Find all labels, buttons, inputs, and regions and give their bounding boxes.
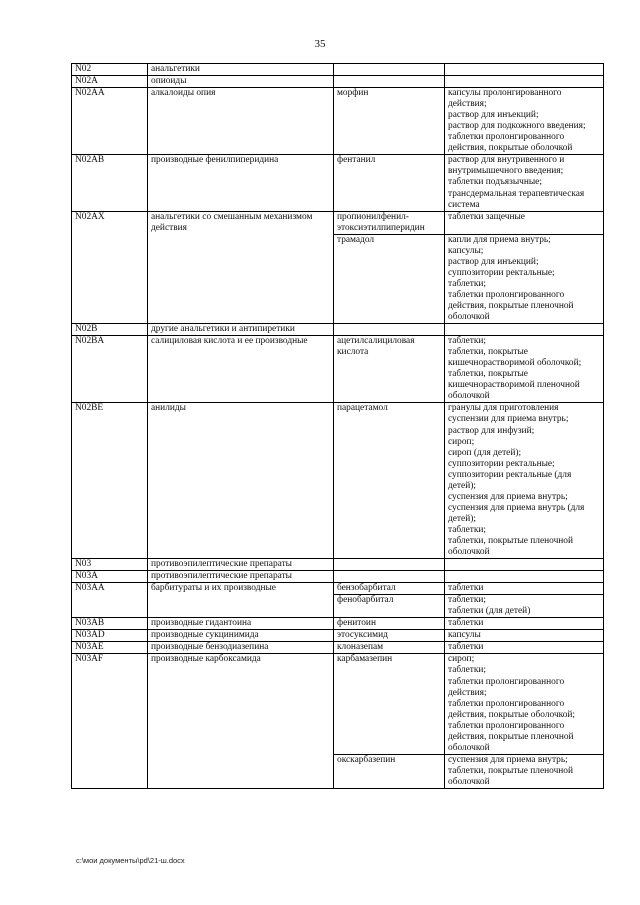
dosage-form-item: раствор для подкожного введения; <box>448 121 586 132</box>
drug-name-cell: ацетилсалициловая кислота <box>334 336 445 403</box>
dosage-forms-cell <box>445 559 604 571</box>
dosage-form-item: таблетки подъязычные; <box>448 177 542 188</box>
dosage-forms-cell <box>445 630 604 642</box>
dosage-form-item: гранулы для приготовления суспензии для приема внутрь; <box>448 403 569 425</box>
table-row <box>72 76 604 88</box>
drug-name-cell <box>334 571 445 583</box>
dosage-forms-cell <box>445 754 604 788</box>
dosage-form-item: капсулы; <box>448 245 484 256</box>
table-row <box>72 324 604 336</box>
dosage-forms-cell <box>445 88 604 155</box>
drug-name-cell: карбамазепин <box>334 654 445 754</box>
dosage-form-item: таблетки (для детей) <box>448 606 531 617</box>
dosage-forms-cell <box>445 583 604 595</box>
table-row <box>72 618 604 630</box>
dosage-form-item: таблетки, покрытые пленочной оболочкой <box>448 535 574 558</box>
group-name-cell: производные карбоксамида <box>148 654 334 789</box>
dosage-form-item: таблетки; <box>448 336 487 347</box>
drug-name-cell <box>334 76 445 88</box>
dosage-form-item: таблетки пролонгированного действия, покрытые оболочкой; <box>448 698 576 720</box>
dosage-form-item: таблетки; <box>448 595 487 606</box>
drug-name-cell: бензобарбитал <box>334 583 445 595</box>
atc-code-cell: N03 <box>72 559 148 571</box>
dosage-form-item: таблетки; <box>448 524 487 535</box>
group-name-cell: барбитураты и их производные <box>148 583 334 618</box>
table-row <box>72 559 604 571</box>
table-row <box>72 88 604 155</box>
dosage-form-item: суппозитории ректальные; <box>448 458 555 469</box>
dosage-form-item: суппозитории ректальные; <box>448 267 555 278</box>
dosage-form-item: капсулы пролонгированного действия; <box>448 88 562 110</box>
table-row <box>72 630 604 642</box>
atc-code-cell: N02AA <box>72 88 148 155</box>
group-name-cell: анальгетики со смешанным механизмом действия <box>148 211 334 323</box>
dosage-form-item: трансдермальная терапевтическая система <box>448 188 585 210</box>
dosage-form-item: капли для приема внутрь; <box>448 234 551 245</box>
dosage-form-item: таблетки <box>448 583 484 594</box>
dosage-forms-cell <box>445 642 604 654</box>
dosage-form-item: сироп; <box>448 654 475 665</box>
dosage-form-item: таблетки, покрытые пленочной оболочкой <box>448 765 574 787</box>
dosage-forms-cell <box>445 618 604 630</box>
dosage-form-item: таблетки; <box>448 278 487 289</box>
dosage-form-item: таблетки защечные <box>448 211 525 222</box>
table-row <box>72 571 604 583</box>
table-row <box>72 583 604 595</box>
table-row <box>72 336 604 403</box>
dosage-forms-cell <box>445 155 604 211</box>
group-name-cell: производные сукцинимида <box>148 630 334 642</box>
atc-code-cell: N02BE <box>72 403 148 559</box>
drug-classification-table <box>71 63 604 789</box>
table-row <box>72 155 604 211</box>
group-name-cell: производные фенилпиперидина <box>148 155 334 211</box>
page-number: 35 <box>314 38 326 50</box>
group-name-cell: другие анальгетики и антипиретики <box>148 324 334 336</box>
dosage-forms-cell <box>445 595 604 618</box>
dosage-forms-cell <box>445 324 604 336</box>
drug-name-cell: парацетамол <box>334 403 445 559</box>
dosage-form-item: раствор для инъекций; <box>448 256 539 267</box>
table-row <box>72 211 604 234</box>
drug-name-cell <box>334 559 445 571</box>
table-row <box>72 64 604 76</box>
atc-code-cell: N02AB <box>72 155 148 211</box>
dosage-form-item: суспензия для приема внутрь; <box>448 491 568 502</box>
atc-code-cell: N03AB <box>72 618 148 630</box>
dosage-forms-cell <box>445 403 604 559</box>
drug-name-cell <box>334 64 445 76</box>
group-name-cell: противоэпилептические препараты <box>148 559 334 571</box>
dosage-form-item: раствор для внутривенного и внутримышечного введения; <box>448 155 565 177</box>
group-name-cell: анальгетики <box>148 64 334 76</box>
dosage-forms-cell <box>445 211 604 234</box>
group-name-cell: производные бензодиазепина <box>148 642 334 654</box>
group-name-cell: анилиды <box>148 403 334 559</box>
table-row <box>72 654 604 754</box>
drug-name-cell: этосуксимид <box>334 630 445 642</box>
drug-name-cell: морфин <box>334 88 445 155</box>
dosage-form-item: раствор для инъекций; <box>448 110 539 121</box>
atc-code-cell: N03AE <box>72 642 148 654</box>
dosage-form-item: таблетки, покрытые кишечнорастворимой оболочкой; <box>448 347 582 369</box>
drug-name-cell: трамадол <box>334 234 445 323</box>
dosage-form-item: суспензия для приема внутрь (для детей); <box>448 502 585 524</box>
group-name-cell: салициловая кислота и ее производные <box>148 336 334 403</box>
drug-name-cell: фенобарбитал <box>334 595 445 618</box>
drug-name-cell: пропионилфенил-этоксиэтилпиперидин <box>334 211 445 234</box>
atc-code-cell: N02A <box>72 76 148 88</box>
atc-code-cell: N03AD <box>72 630 148 642</box>
dosage-form-item: капсулы <box>448 630 481 641</box>
drug-name-cell: клоназепам <box>334 642 445 654</box>
dosage-form-item: таблетки пролонгированного действия, покрытые пленочной оболочкой <box>448 720 574 753</box>
dosage-form-item: таблетки пролонгированного действия, покрытые оболочкой <box>448 132 573 154</box>
dosage-forms-cell <box>445 76 604 88</box>
dosage-form-item: сироп (для детей); <box>448 447 522 458</box>
atc-code-cell: N03AA <box>72 583 148 618</box>
group-name-cell: опиоиды <box>148 76 334 88</box>
drug-name-cell: фенитоин <box>334 618 445 630</box>
footer-file-path: c:\мои документы\pd\21-ш.docx <box>76 856 185 865</box>
dosage-forms-cell <box>445 654 604 754</box>
drug-name-cell: окскарбазепин <box>334 754 445 788</box>
dosage-form-item: таблетки <box>448 618 484 629</box>
drug-name-cell <box>334 324 445 336</box>
atc-code-cell: N02AX <box>72 211 148 323</box>
table-row <box>72 403 604 559</box>
drug-name-cell: фентанил <box>334 155 445 211</box>
atc-code-cell: N03A <box>72 571 148 583</box>
dosage-form-item: раствор для инфузий; <box>448 425 535 436</box>
dosage-forms-cell <box>445 336 604 403</box>
dosage-form-item: таблетки пролонгированного действия; <box>448 676 565 698</box>
group-name-cell: алкалоиды опия <box>148 88 334 155</box>
dosage-form-item: суспензия для приема внутрь; <box>448 754 568 765</box>
atc-code-cell: N03AF <box>72 654 148 789</box>
dosage-forms-cell <box>445 64 604 76</box>
atc-code-cell: N02BA <box>72 336 148 403</box>
dosage-form-item: таблетки пролонгированного действия, покрытые пленочной оболочкой <box>448 289 574 323</box>
dosage-form-item: сироп; <box>448 436 475 447</box>
dosage-forms-cell <box>445 234 604 323</box>
group-name-cell: производные гидантоина <box>148 618 334 630</box>
dosage-forms-cell <box>445 571 604 583</box>
dosage-form-item: таблетки; <box>448 665 487 676</box>
table-body <box>72 64 604 789</box>
table-row <box>72 642 604 654</box>
atc-code-cell: N02 <box>72 64 148 76</box>
dosage-form-item: таблетки, покрытые кишечнорастворимой пленочной оболочкой <box>448 369 580 402</box>
dosage-form-item: таблетки <box>448 642 484 653</box>
group-name-cell: противоэпилептические препараты <box>148 571 334 583</box>
atc-code-cell: N02B <box>72 324 148 336</box>
dosage-form-item: суппозитории ректальные (для детей); <box>448 469 572 491</box>
